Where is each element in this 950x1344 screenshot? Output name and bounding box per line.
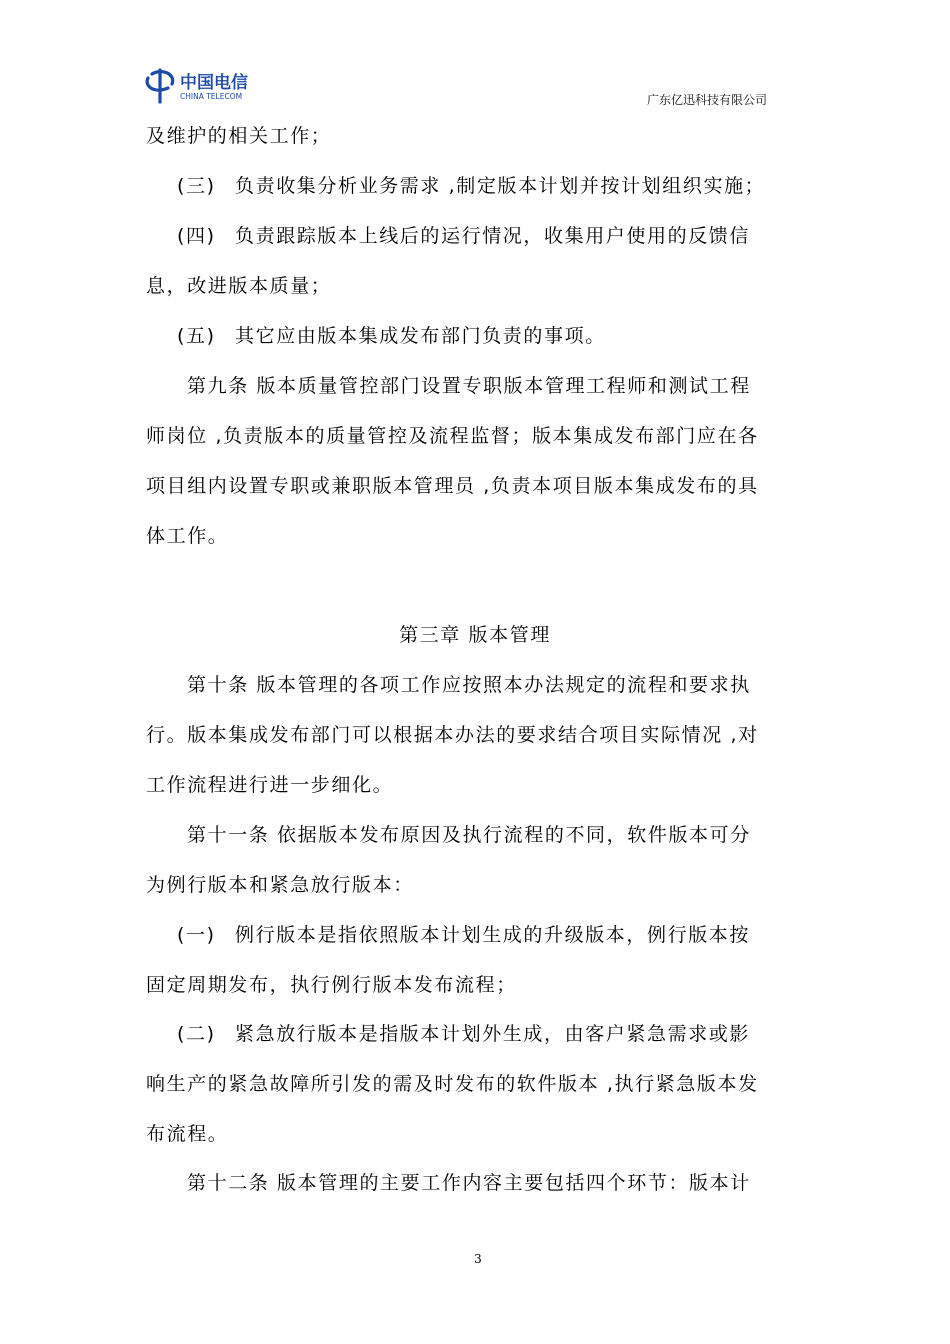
item-number: (五)	[177, 325, 216, 347]
list-item	[177, 1021, 751, 1047]
item-number: (一)	[177, 924, 216, 946]
article-11-line: 第十一条 依据版本发布原因及执行流程的不同，软件版本可分	[187, 824, 751, 846]
list-item	[177, 922, 751, 948]
item-number: (二)	[177, 1023, 216, 1045]
text-line: 响生产的紧急故障所引发的需及时发布的软件版本 ,执行紧急版本发	[146, 1073, 759, 1095]
china-telecom-logo	[142, 64, 266, 104]
item-number: (三)	[177, 175, 216, 197]
item-text: 负责跟踪版本上线后的运行情况，收集用户使用的反馈信	[235, 225, 751, 247]
chapter-title: 第三章 版本管理	[399, 624, 551, 646]
item-number: (四)	[177, 225, 216, 247]
text-line: 体工作。	[146, 525, 229, 547]
item-text: 其它应由版本集成发布部门负责的事项。	[235, 325, 606, 347]
text-line: 息，改进版本质量；	[146, 275, 332, 297]
article-12-line: 第十二条 版本管理的主要工作内容主要包括四个环节：版本计	[187, 1172, 751, 1194]
text-line: 行。版本集成发布部门可以根据本办法的要求结合项目实际情况 ,对	[146, 724, 759, 746]
text-line: 师岗位 ,负责版本的质量管控及流程监督；版本集成发布部门应在各	[146, 425, 759, 447]
list-item	[177, 173, 766, 199]
company-name: 广东亿迅科技有限公司	[646, 93, 767, 107]
text-line: 为例行版本和紧急放行版本：	[146, 874, 414, 896]
text-line: 布流程。	[146, 1123, 229, 1145]
item-text: 例行版本是指依照版本计划生成的升级版本，例行版本按	[235, 924, 751, 946]
list-item	[177, 323, 606, 349]
page-number: 3	[474, 1252, 482, 1266]
text-line: 及维护的相关工作；	[146, 125, 332, 147]
text-line: 项目组内设置专职或兼职版本管理员 ,负责本项目版本集成发布的具	[146, 475, 759, 497]
text-line: 工作流程进行进一步细化。	[146, 774, 394, 796]
text-line: 固定周期发布，执行例行版本发布流程；	[146, 974, 517, 996]
item-text: 紧急放行版本是指版本计划外生成，由客户紧急需求或影	[235, 1023, 751, 1045]
article-10-line: 第十条 版本管理的各项工作应按照本办法规定的流程和要求执	[187, 674, 751, 696]
logo-text-en: CHINA TELECOM	[180, 92, 243, 101]
list-item	[177, 223, 751, 249]
article-9-line: 第九条 版本质量管控部门设置专职版本管理工程师和测试工程	[187, 375, 751, 397]
logo-text-cn: 中国电信	[180, 73, 248, 93]
item-text: 负责收集分析业务需求 ,制定版本计划并按计划组织实施；	[235, 175, 766, 197]
